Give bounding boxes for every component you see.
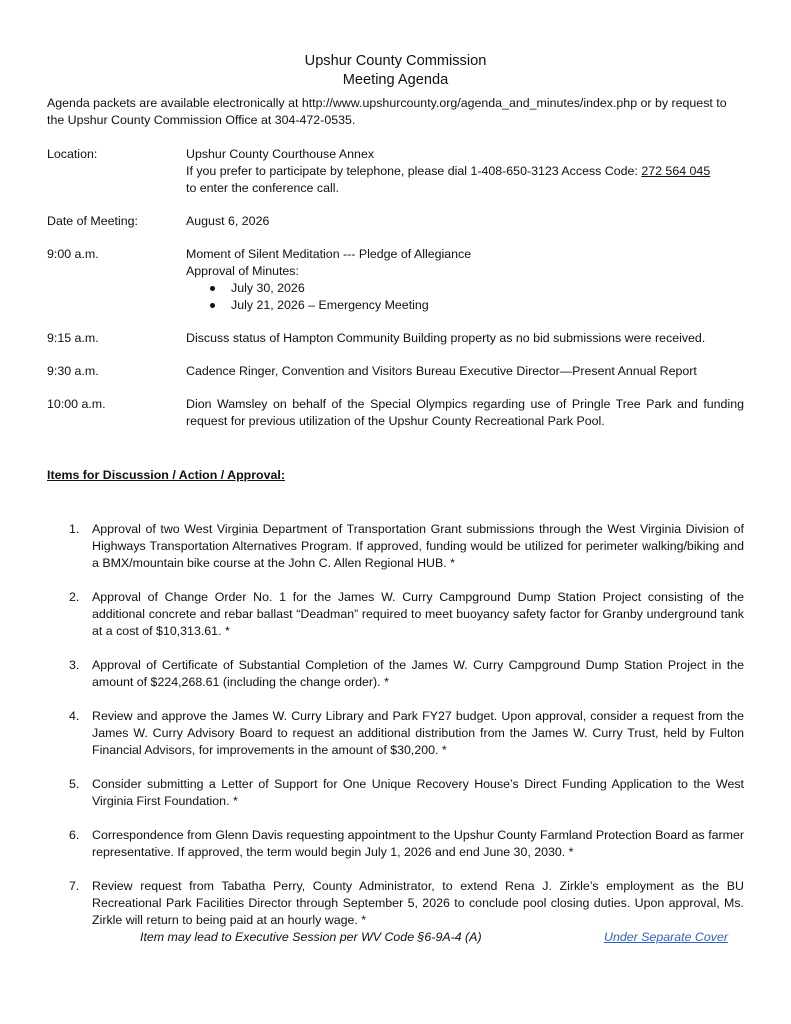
intro-paragraph: Agenda packets are available electronically at http://www.upshurcounty.org/agenda_and_minutes/index.php or by request to the Upshur County Commission Office at 304-472-0535. bbox=[47, 96, 727, 127]
list-item: 2. Approval of Change Order No. 1 for the James W. Curry Campground Dump Station Project consisting of the additional concrete and rebar ballast “Deadman” required to meet buoyancy safety factor for Granby underground tank at a cost of $10,313.61. * bbox=[69, 590, 744, 638]
list-item: 6. Correspondence from Glenn Davis requesting appointment to the Upshur County Farmland Protection Board as farmer representative. If approved, the term would begin July 1, 2026 and end June 30, 2030. * bbox=[69, 828, 744, 859]
list-item: July 30, 2026 bbox=[207, 280, 744, 297]
discussion-items bbox=[47, 521, 744, 929]
list-item: 4. Review and approve the James W. Curry Library and Park FY27 budget. Upon approval, consider a request from the James W. Curry Advisory Board to request an additional distribution from the James W. Curry Trust, held by Fulton Financial Advisors, for improvements in the amount of $30,200. * bbox=[69, 709, 744, 757]
list-item: 5. Consider submitting a Letter of Support for One Unique Recovery House’s Direct Funding Application to the West Virginia First Foundation. * bbox=[69, 777, 744, 808]
document-title-line2: Meeting Agenda bbox=[342, 72, 449, 88]
phone-instructions: If you prefer to participate by telephone, please dial 1-408-650-3123 Access Code: 272 564 045 bbox=[186, 164, 711, 178]
schedule-time: 9:15 a.m. bbox=[47, 331, 99, 345]
phone-suffix: to enter the conference call. bbox=[186, 181, 339, 195]
bullet-icon bbox=[210, 303, 215, 308]
schedule-row-900 bbox=[47, 246, 744, 314]
list-item: 3. Approval of Certificate of Substantial Completion of the James W. Curry Campground Dump Station Project in the amount of $224,268.61 (including the change order). * bbox=[69, 658, 744, 689]
approval-of-minutes: Approval of Minutes: bbox=[186, 264, 299, 278]
list-item: July 21, 2026 – Emergency Meeting bbox=[207, 297, 744, 314]
location-venue: Upshur County Courthouse Annex bbox=[186, 147, 375, 161]
schedule-text: Cadence Ringer, Convention and Visitors Bureau Executive Director—Present Annual Report bbox=[186, 364, 697, 378]
bullet-icon bbox=[210, 286, 215, 291]
schedule-row-1000 bbox=[47, 396, 744, 430]
discussion-heading: Items for Discussion / Action / Approval: bbox=[47, 468, 285, 482]
date-row bbox=[47, 213, 744, 230]
schedule-text: Moment of Silent Meditation --- Pledge of Allegiance bbox=[186, 247, 472, 261]
location-row bbox=[47, 146, 744, 197]
minutes-list bbox=[186, 280, 744, 314]
executive-session-note: Item may lead to Executive Session per WV Code §6-9A-4 (A) bbox=[140, 930, 482, 944]
schedule-row-915 bbox=[47, 330, 744, 347]
schedule-text: Discuss status of Hampton Community Building property as no bid submissions were received. bbox=[186, 331, 706, 345]
schedule-time: 9:00 a.m. bbox=[47, 247, 99, 261]
schedule-time: 9:30 a.m. bbox=[47, 364, 99, 378]
schedule-row-930 bbox=[47, 363, 744, 380]
location-label: Location: bbox=[47, 147, 98, 161]
access-code: 272 564 045 bbox=[641, 164, 711, 178]
under-separate-cover-link[interactable]: Under Separate Cover bbox=[604, 930, 728, 944]
list-item: 7. Review request from Tabatha Perry, County Administrator, to extend Rena J. Zirkle’s employment as the BU Recreational Park Facilities Director through September 5, 2026 to conclude pool closing duties. Upon approval, Ms. Zirkle will return to being paid at an hourly wage. * bbox=[69, 879, 744, 927]
item-note-line bbox=[47, 929, 744, 946]
schedule-time: 10:00 a.m. bbox=[47, 397, 106, 411]
date-label: Date of Meeting: bbox=[47, 214, 138, 228]
document-title-line1: Upshur County Commission bbox=[304, 53, 487, 69]
date-value: August 6, 2026 bbox=[186, 214, 270, 228]
agenda-page bbox=[47, 52, 744, 946]
list-item: 1. Approval of two West Virginia Department of Transportation Grant submissions through the West Virginia Division of Highways Transportation Alternatives Program. If approved, funding would be utilized for perimeter walking/biking and a BMX/mountain bike course at the John C. Allen Regional HUB. * bbox=[69, 522, 744, 570]
schedule-text: Dion Wamsley on behalf of the Special Olympics regarding use of Pringle Tree Park and funding request for previous utilization of the Upshur County Recreational Park Pool. bbox=[186, 397, 744, 428]
